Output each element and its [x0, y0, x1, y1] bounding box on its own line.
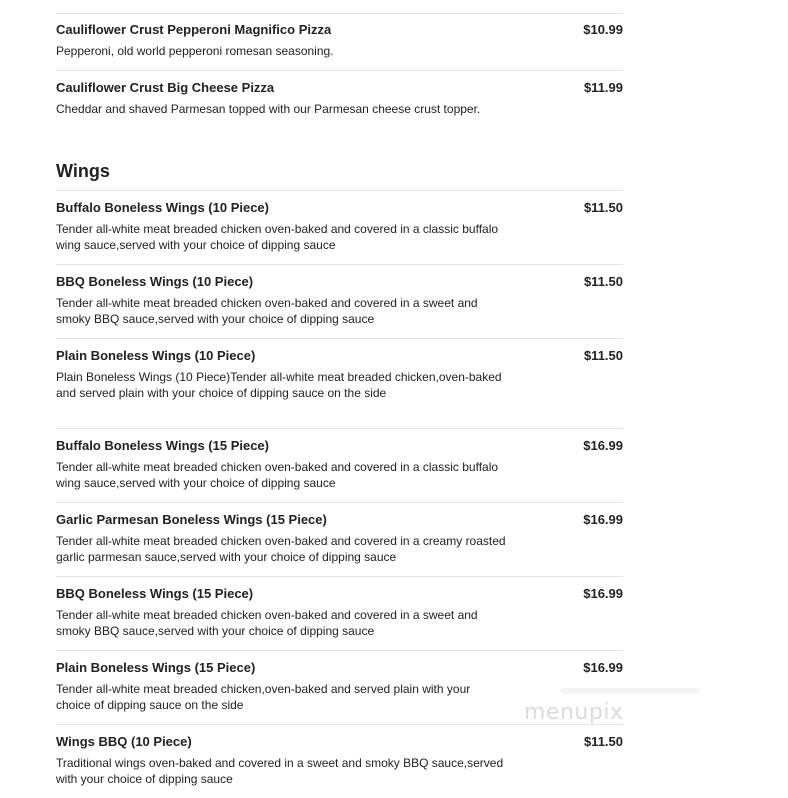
- item-divider: [56, 576, 623, 577]
- menu-item-description: Tender all-white meat breaded chicken oven-baked and covered in a creamy roasted garlic parmesan sauce,served with your choice of dipping sauce: [56, 534, 506, 564]
- section-divider: [56, 190, 623, 191]
- menu-item-description: Tender all-white meat breaded chicken oven-baked and covered in a sweet and smoky BBQ sauce,served with your choice of dipping sauce: [56, 296, 478, 326]
- menu-item-name: Garlic Parmesan Boneless Wings (15 Piece): [56, 512, 327, 527]
- menu-item-description: Traditional wings oven-baked and covered in a sweet and smoky BBQ sauce,served with your choice of dipping sauce: [56, 756, 504, 786]
- item-divider: [56, 264, 623, 265]
- menu-item-description: Tender all-white meat breaded chicken oven-baked and covered in a classic buffalo wing sauce,served with your choice of dipping sauce: [56, 460, 499, 490]
- menu-item-price: $11.50: [583, 200, 623, 215]
- menu-item-name: Buffalo Boneless Wings (15 Piece): [56, 438, 269, 453]
- menu-item-description: Pepperoni, old world pepperoni romesan seasoning.: [56, 44, 334, 58]
- menu-item-name: Cauliflower Crust Pepperoni Magnifico Pizza: [56, 22, 332, 37]
- menu-item-price: $16.99: [583, 660, 623, 675]
- menu-item-name: Plain Boneless Wings (10 Piece): [56, 348, 256, 363]
- menu-item-name: BBQ Boneless Wings (15 Piece): [56, 586, 254, 601]
- item-divider: [56, 502, 623, 503]
- menu-item-price: $11.50: [583, 348, 623, 363]
- menu-item-price: $16.99: [583, 438, 623, 453]
- menu-item-name: Cauliflower Crust Big Cheese Pizza: [56, 80, 275, 95]
- menu-item-price: $11.50: [583, 274, 623, 289]
- menu-item-name: BBQ Boneless Wings (10 Piece): [56, 274, 254, 289]
- menupix-watermark: menupix: [524, 700, 624, 725]
- menu-item-description: Tender all-white meat breaded chicken oven-baked and covered in a classic buffalo wing sauce,served with your choice of dipping sauce: [56, 222, 499, 252]
- menu-item-name: Wings BBQ (10 Piece): [56, 734, 192, 749]
- menu-item-description: Cheddar and shaved Parmesan topped with our Parmesan cheese crust topper.: [56, 102, 481, 116]
- menu-item-name: Plain Boneless Wings (15 Piece): [56, 660, 256, 675]
- menu-item-description: Tender all-white meat breaded chicken oven-baked and covered in a sweet and smoky BBQ sauce,served with your choice of dipping sauce: [56, 608, 478, 638]
- menu-item-name: Buffalo Boneless Wings (10 Piece): [56, 200, 269, 215]
- menu-item-price: $11.99: [583, 80, 623, 95]
- menu-item-price: $11.50: [583, 734, 623, 749]
- menu-item-description: Plain Boneless Wings (10 Piece)Tender all-white meat breaded chicken,oven-baked and served plain with your choice of dipping sauce on the side: [56, 370, 502, 400]
- item-divider: [56, 428, 623, 429]
- item-divider: [56, 70, 623, 71]
- menu-item-description: Tender all-white meat breaded chicken,oven-baked and served plain with your choice of dipping sauce on the side: [56, 682, 471, 712]
- menu-item-price: $10.99: [583, 22, 623, 37]
- item-divider: [56, 650, 623, 651]
- menu-item-price: $16.99: [583, 512, 623, 527]
- section-title: Wings: [56, 161, 110, 181]
- top-divider: [56, 13, 623, 14]
- item-divider: [56, 338, 623, 339]
- watermark-bar: [560, 688, 700, 694]
- menu-item-price: $16.99: [583, 586, 623, 601]
